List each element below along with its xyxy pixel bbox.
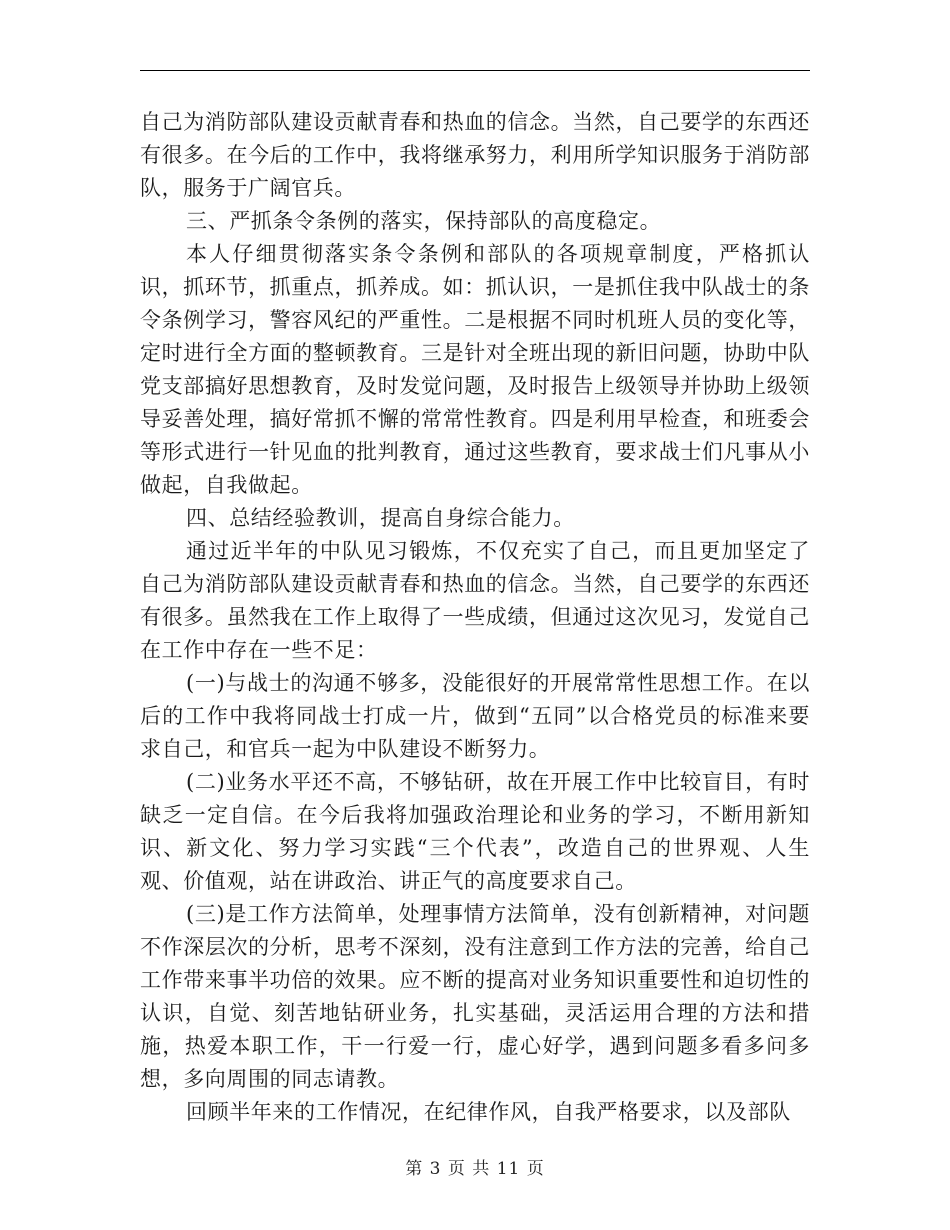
- list-item-1: (一)与战士的沟通不够多，没能很好的开展常常性思想工作。在以后的工作中我将同战士打成一片，做到“五同”以合格党员的标准来要求自己，和官兵一起为中队建设不断努力。: [140, 671, 810, 761]
- document-body: [140, 106, 810, 1129]
- paragraph: 通过近半年的中队见习锻炼，不仅充实了自己，而且更加坚定了自己为消防部队建设贡献青春和热血的信念。当然，自己要学的东西还有很多。虽然我在工作上取得了一些成绩，但通过这次见习，发觉自己在工作中存在一些不足：: [140, 539, 810, 662]
- section-heading-3: 三、严抓条令条例的落实，保持部队的高度稳定。: [186, 209, 662, 233]
- list-item-2: (二)业务水平还不高，不够钻研，故在开展工作中比较盲目，有时缺乏一定自信。在今后我将加强政治理论和业务的学习，不断用新知识、新文化、努力学习实践“三个代表”，改造自己的世界观、人生观、价值观，站在讲政治、讲正气的高度要求自己。: [140, 770, 810, 893]
- section-heading-4: 四、总结经验教训，提高自身综合能力。: [186, 506, 575, 530]
- paragraph: 本人仔细贯彻落实条令条例和部队的各项规章制度，严格抓认识，抓环节，抓重点，抓养成。如：抓认识，一是抓住我中队战士的条令条例学习，警容风纪的严重性。二是根据不同时机班人员的变化等，定时进行全方面的整顿教育。三是针对全班出现的新旧问题，协助中队党支部搞好思想教育，及时发觉问题，及时报告上级领导并协助上级领导妥善处理，搞好常抓不懈的常常性教育。四是利用早检查，和班委会等形式进行一针见血的批判教育，通过这些教育，要求战士们凡事从小做起，自我做起。: [140, 242, 810, 497]
- paragraph: 自己为消防部队建设贡献青春和热血的信念。当然，自己要学的东西还有很多。在今后的工作中，我将继承努力，利用所学知识服务于消防部队，服务于广阔官兵。: [140, 110, 810, 200]
- header-rule: [140, 70, 810, 71]
- list-item-3: (三)是工作方法简单，处理事情方法简单，没有创新精神，对问题不作深层次的分析，思考不深刻，没有注意到工作方法的完善，给自己工作带来事半功倍的效果。应不断的提高对业务知识重要性和迫切性的认识，自觉、刻苦地钻研业务，扎实基础，灵活运用合理的方法和措施，热爱本职工作，干一行爱一行，虚心好学，遇到问题多看多问多想，多向周围的同志请教。: [140, 902, 810, 1091]
- paragraph: 回顾半年来的工作情况，在纪律作风，自我严格要求，以及部队: [186, 1100, 791, 1124]
- page-number: 第 3 页 共 11 页: [405, 1159, 545, 1179]
